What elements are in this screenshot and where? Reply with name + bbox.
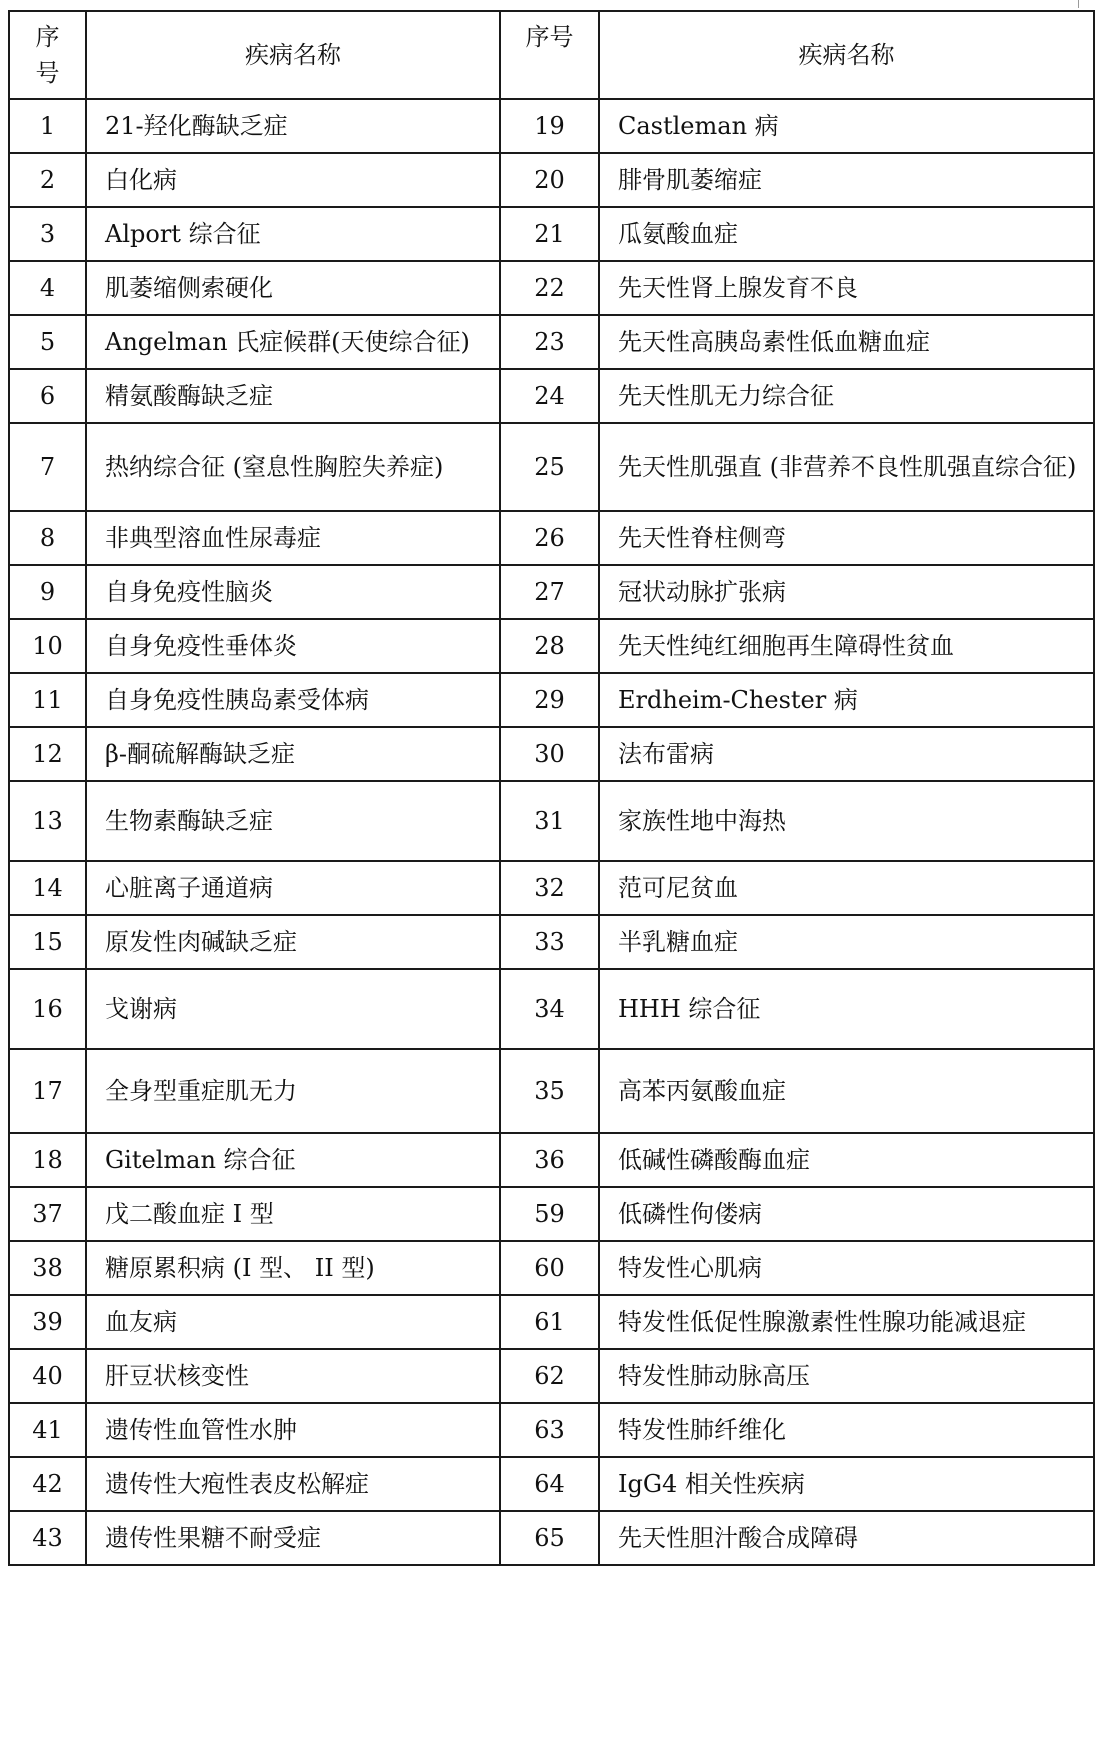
- left-num-cell: 14: [9, 861, 86, 915]
- right-num-cell: 63: [500, 1403, 599, 1457]
- left-num-cell: 12: [9, 727, 86, 781]
- left-num-cell: 8: [9, 511, 86, 565]
- right-name-cell: 先天性脊柱侧弯: [599, 511, 1094, 565]
- right-name-cell: 先天性肌强直 (非营养不良性肌强直综合征): [599, 423, 1094, 511]
- left-name-cell: 肝豆状核变性: [86, 1349, 500, 1403]
- right-num-cell: 20: [500, 153, 599, 207]
- right-name-cell: 先天性高胰岛素性低血糖血症: [599, 315, 1094, 369]
- left-num-cell: 13: [9, 781, 86, 861]
- right-num-cell: 34: [500, 969, 599, 1049]
- right-num-cell: 26: [500, 511, 599, 565]
- table-row: [9, 1241, 1094, 1295]
- right-name-cell: 半乳糖血症: [599, 915, 1094, 969]
- left-name-cell: 肌萎缩侧索硬化: [86, 261, 500, 315]
- left-name-cell: Gitelman 综合征: [86, 1133, 500, 1187]
- right-num-cell: 64: [500, 1457, 599, 1511]
- table-row: [9, 1511, 1094, 1565]
- left-name-cell: 热纳综合征 (窒息性胸腔失养症): [86, 423, 500, 511]
- table-row: [9, 1133, 1094, 1187]
- table-row: [9, 1457, 1094, 1511]
- left-num-cell: 6: [9, 369, 86, 423]
- right-name-cell: 特发性肺纤维化: [599, 1403, 1094, 1457]
- left-num-cell: 41: [9, 1403, 86, 1457]
- left-num-cell: 2: [9, 153, 86, 207]
- left-num-cell: 4: [9, 261, 86, 315]
- left-name-cell: 遗传性大疱性表皮松解症: [86, 1457, 500, 1511]
- left-num-cell: 39: [9, 1295, 86, 1349]
- left-name-cell: 21-羟化酶缺乏症: [86, 99, 500, 153]
- left-name-cell: 自身免疫性脑炎: [86, 565, 500, 619]
- right-name-cell: 先天性纯红细胞再生障碍性贫血: [599, 619, 1094, 673]
- right-num-cell: 31: [500, 781, 599, 861]
- right-num-cell: 36: [500, 1133, 599, 1187]
- right-name-cell: Castleman 病: [599, 99, 1094, 153]
- left-num-cell: 10: [9, 619, 86, 673]
- table-row: [9, 619, 1094, 673]
- left-num-cell: 38: [9, 1241, 86, 1295]
- left-num-cell: 7: [9, 423, 86, 511]
- right-num-cell: 30: [500, 727, 599, 781]
- right-num-cell: 27: [500, 565, 599, 619]
- left-name-cell: 精氨酸酶缺乏症: [86, 369, 500, 423]
- left-num-cell: 37: [9, 1187, 86, 1241]
- right-name-cell: 先天性肾上腺发育不良: [599, 261, 1094, 315]
- right-name-cell: 法布雷病: [599, 727, 1094, 781]
- left-num-cell: 1: [9, 99, 86, 153]
- table-row: [9, 369, 1094, 423]
- table-row: [9, 99, 1094, 153]
- header-name-right: 疾病名称: [599, 11, 1094, 99]
- left-name-cell: 非典型溶血性尿毒症: [86, 511, 500, 565]
- left-num-cell: 43: [9, 1511, 86, 1565]
- right-name-cell: 范可尼贫血: [599, 861, 1094, 915]
- header-row: [9, 11, 1094, 99]
- right-num-cell: 59: [500, 1187, 599, 1241]
- left-name-cell: 遗传性果糖不耐受症: [86, 1511, 500, 1565]
- right-num-cell: 61: [500, 1295, 599, 1349]
- left-num-cell: 16: [9, 969, 86, 1049]
- header-name-left: 疾病名称: [86, 11, 500, 99]
- table-row: [9, 423, 1094, 511]
- left-name-cell: 血友病: [86, 1295, 500, 1349]
- left-name-cell: Alport 综合征: [86, 207, 500, 261]
- table-row: [9, 969, 1094, 1049]
- table-row: [9, 1349, 1094, 1403]
- right-num-cell: 35: [500, 1049, 599, 1133]
- table-row: [9, 861, 1094, 915]
- table-row: [9, 1403, 1094, 1457]
- right-num-cell: 19: [500, 99, 599, 153]
- header-num-right: 序号: [500, 11, 599, 99]
- table-row: [9, 315, 1094, 369]
- right-name-cell: HHH 综合征: [599, 969, 1094, 1049]
- left-num-cell: 11: [9, 673, 86, 727]
- left-name-cell: 生物素酶缺乏症: [86, 781, 500, 861]
- right-name-cell: 家族性地中海热: [599, 781, 1094, 861]
- right-num-cell: 24: [500, 369, 599, 423]
- right-name-cell: 腓骨肌萎缩症: [599, 153, 1094, 207]
- left-num-cell: 42: [9, 1457, 86, 1511]
- right-name-cell: 特发性肺动脉高压: [599, 1349, 1094, 1403]
- right-name-cell: 先天性胆汁酸合成障碍: [599, 1511, 1094, 1565]
- page-corner-mark: [1078, 0, 1079, 8]
- table-row: [9, 1295, 1094, 1349]
- left-name-cell: 遗传性血管性水肿: [86, 1403, 500, 1457]
- table-row: [9, 565, 1094, 619]
- header-num-left: [9, 11, 86, 99]
- right-num-cell: 23: [500, 315, 599, 369]
- left-name-cell: 自身免疫性胰岛素受体病: [86, 673, 500, 727]
- right-name-cell: 特发性低促性腺激素性性腺功能减退症: [599, 1295, 1094, 1349]
- left-name-cell: 白化病: [86, 153, 500, 207]
- left-name-cell: 自身免疫性垂体炎: [86, 619, 500, 673]
- table-row: [9, 781, 1094, 861]
- table-row: [9, 1187, 1094, 1241]
- left-name-cell: 全身型重症肌无力: [86, 1049, 500, 1133]
- table-row: [9, 673, 1094, 727]
- right-name-cell: 冠状动脉扩张病: [599, 565, 1094, 619]
- table-row: [9, 261, 1094, 315]
- left-num-cell: 18: [9, 1133, 86, 1187]
- left-name-cell: 原发性肉碱缺乏症: [86, 915, 500, 969]
- left-num-cell: 9: [9, 565, 86, 619]
- table-row: [9, 153, 1094, 207]
- right-num-cell: 22: [500, 261, 599, 315]
- right-name-cell: IgG4 相关性疾病: [599, 1457, 1094, 1511]
- right-name-cell: 瓜氨酸血症: [599, 207, 1094, 261]
- left-num-cell: 17: [9, 1049, 86, 1133]
- right-name-cell: 高苯丙氨酸血症: [599, 1049, 1094, 1133]
- right-name-cell: Erdheim-Chester 病: [599, 673, 1094, 727]
- right-name-cell: 先天性肌无力综合征: [599, 369, 1094, 423]
- table-row: [9, 915, 1094, 969]
- left-num-cell: 15: [9, 915, 86, 969]
- table-row: [9, 727, 1094, 781]
- right-num-cell: 32: [500, 861, 599, 915]
- table-body: [9, 99, 1094, 1565]
- table-row: [9, 207, 1094, 261]
- left-num-cell: 40: [9, 1349, 86, 1403]
- table-row: [9, 511, 1094, 565]
- left-name-cell: Angelman 氏症候群(天使综合征): [86, 315, 500, 369]
- right-num-cell: 33: [500, 915, 599, 969]
- right-name-cell: 低磷性佝偻病: [599, 1187, 1094, 1241]
- right-name-cell: 特发性心肌病: [599, 1241, 1094, 1295]
- table-row: [9, 1049, 1094, 1133]
- right-num-cell: 28: [500, 619, 599, 673]
- right-num-cell: 65: [500, 1511, 599, 1565]
- left-name-cell: 心脏离子通道病: [86, 861, 500, 915]
- header-num-left-text: 序号: [35, 23, 60, 87]
- right-num-cell: 25: [500, 423, 599, 511]
- right-name-cell: 低碱性磷酸酶血症: [599, 1133, 1094, 1187]
- left-name-cell: 戈谢病: [86, 969, 500, 1049]
- right-num-cell: 60: [500, 1241, 599, 1295]
- left-name-cell: β-酮硫解酶缺乏症: [86, 727, 500, 781]
- rare-disease-table: [8, 10, 1095, 1566]
- left-name-cell: 糖原累积病 (I 型、 II 型): [86, 1241, 500, 1295]
- right-num-cell: 62: [500, 1349, 599, 1403]
- left-num-cell: 3: [9, 207, 86, 261]
- right-num-cell: 29: [500, 673, 599, 727]
- right-num-cell: 21: [500, 207, 599, 261]
- left-num-cell: 5: [9, 315, 86, 369]
- left-name-cell: 戊二酸血症 I 型: [86, 1187, 500, 1241]
